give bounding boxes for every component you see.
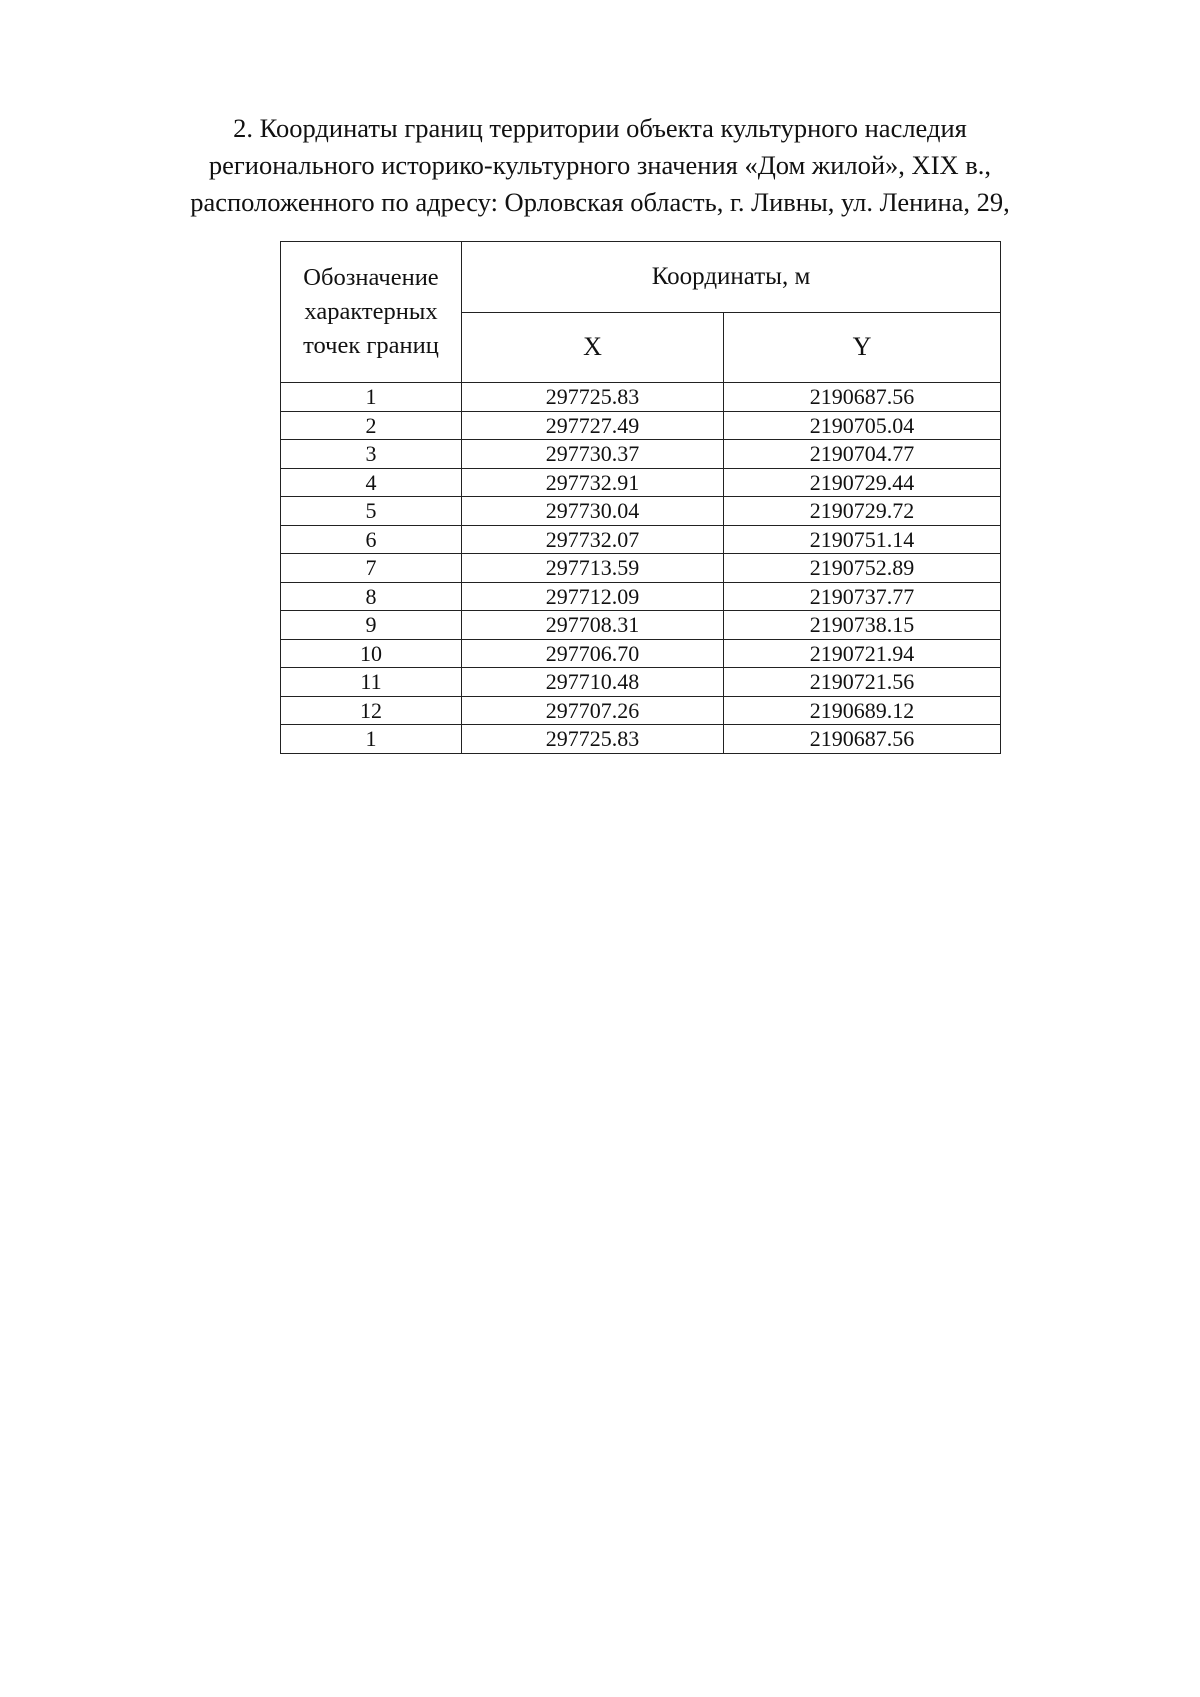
- y-cell: 2190687.56: [724, 383, 1001, 412]
- point-cell: 11: [281, 668, 462, 697]
- point-cell: 6: [281, 525, 462, 554]
- x-cell: 297732.07: [462, 525, 724, 554]
- table-row: [281, 440, 1001, 469]
- point-cell: 12: [281, 696, 462, 725]
- point-cell: 2: [281, 411, 462, 440]
- y-cell: 2190752.89: [724, 554, 1001, 583]
- table-row: [281, 582, 1001, 611]
- table-row: [281, 497, 1001, 526]
- x-cell: 297706.70: [462, 639, 724, 668]
- x-cell: 297707.26: [462, 696, 724, 725]
- x-cell: 297712.09: [462, 582, 724, 611]
- coordinates-table: [280, 241, 1001, 754]
- y-cell: 2190721.94: [724, 639, 1001, 668]
- x-cell: 297708.31: [462, 611, 724, 640]
- y-cell: 2190687.56: [724, 725, 1001, 754]
- y-cell: 2190704.77: [724, 440, 1001, 469]
- x-cell: 297725.83: [462, 725, 724, 754]
- document-heading: [150, 110, 1050, 221]
- x-header: X: [462, 312, 724, 383]
- y-cell: 2190729.72: [724, 497, 1001, 526]
- point-cell: 4: [281, 468, 462, 497]
- y-cell: 2190751.14: [724, 525, 1001, 554]
- y-cell: 2190738.15: [724, 611, 1001, 640]
- point-cell: 9: [281, 611, 462, 640]
- table-row: [281, 411, 1001, 440]
- y-header: Y: [724, 312, 1001, 383]
- x-cell: 297725.83: [462, 383, 724, 412]
- point-cell: 10: [281, 639, 462, 668]
- table-body: [281, 383, 1001, 754]
- table-row: [281, 611, 1001, 640]
- x-cell: 297713.59: [462, 554, 724, 583]
- table-row: [281, 383, 1001, 412]
- point-cell: 8: [281, 582, 462, 611]
- heading-line-1: 2. Координаты границ территории объекта культурного наследия: [233, 113, 967, 143]
- y-cell: 2190721.56: [724, 668, 1001, 697]
- x-cell: 297727.49: [462, 411, 724, 440]
- y-cell: 2190689.12: [724, 696, 1001, 725]
- table-row: [281, 554, 1001, 583]
- table-row: [281, 696, 1001, 725]
- heading-line-2: регионального историко-культурного значения «Дом жилой», XIX в.,: [208, 150, 992, 180]
- x-cell: 297710.48: [462, 668, 724, 697]
- x-cell: 297732.91: [462, 468, 724, 497]
- table-row: [281, 668, 1001, 697]
- point-cell: 5: [281, 497, 462, 526]
- point-designation-header: Обозначение характерных точек границ: [281, 242, 462, 383]
- point-cell: 3: [281, 440, 462, 469]
- x-cell: 297730.37: [462, 440, 724, 469]
- heading-line-3: расположенного по адресу: Орловская область, г. Ливны, ул. Ленина, 29,: [190, 187, 1010, 217]
- y-cell: 2190705.04: [724, 411, 1001, 440]
- point-cell: 1: [281, 725, 462, 754]
- x-cell: 297730.04: [462, 497, 724, 526]
- table-row: [281, 525, 1001, 554]
- table-row: [281, 725, 1001, 754]
- point-cell: 7: [281, 554, 462, 583]
- y-cell: 2190737.77: [724, 582, 1001, 611]
- point-cell: 1: [281, 383, 462, 412]
- y-cell: 2190729.44: [724, 468, 1001, 497]
- coordinates-header: Координаты, м: [462, 242, 1001, 313]
- table-row: [281, 639, 1001, 668]
- table-row: [281, 468, 1001, 497]
